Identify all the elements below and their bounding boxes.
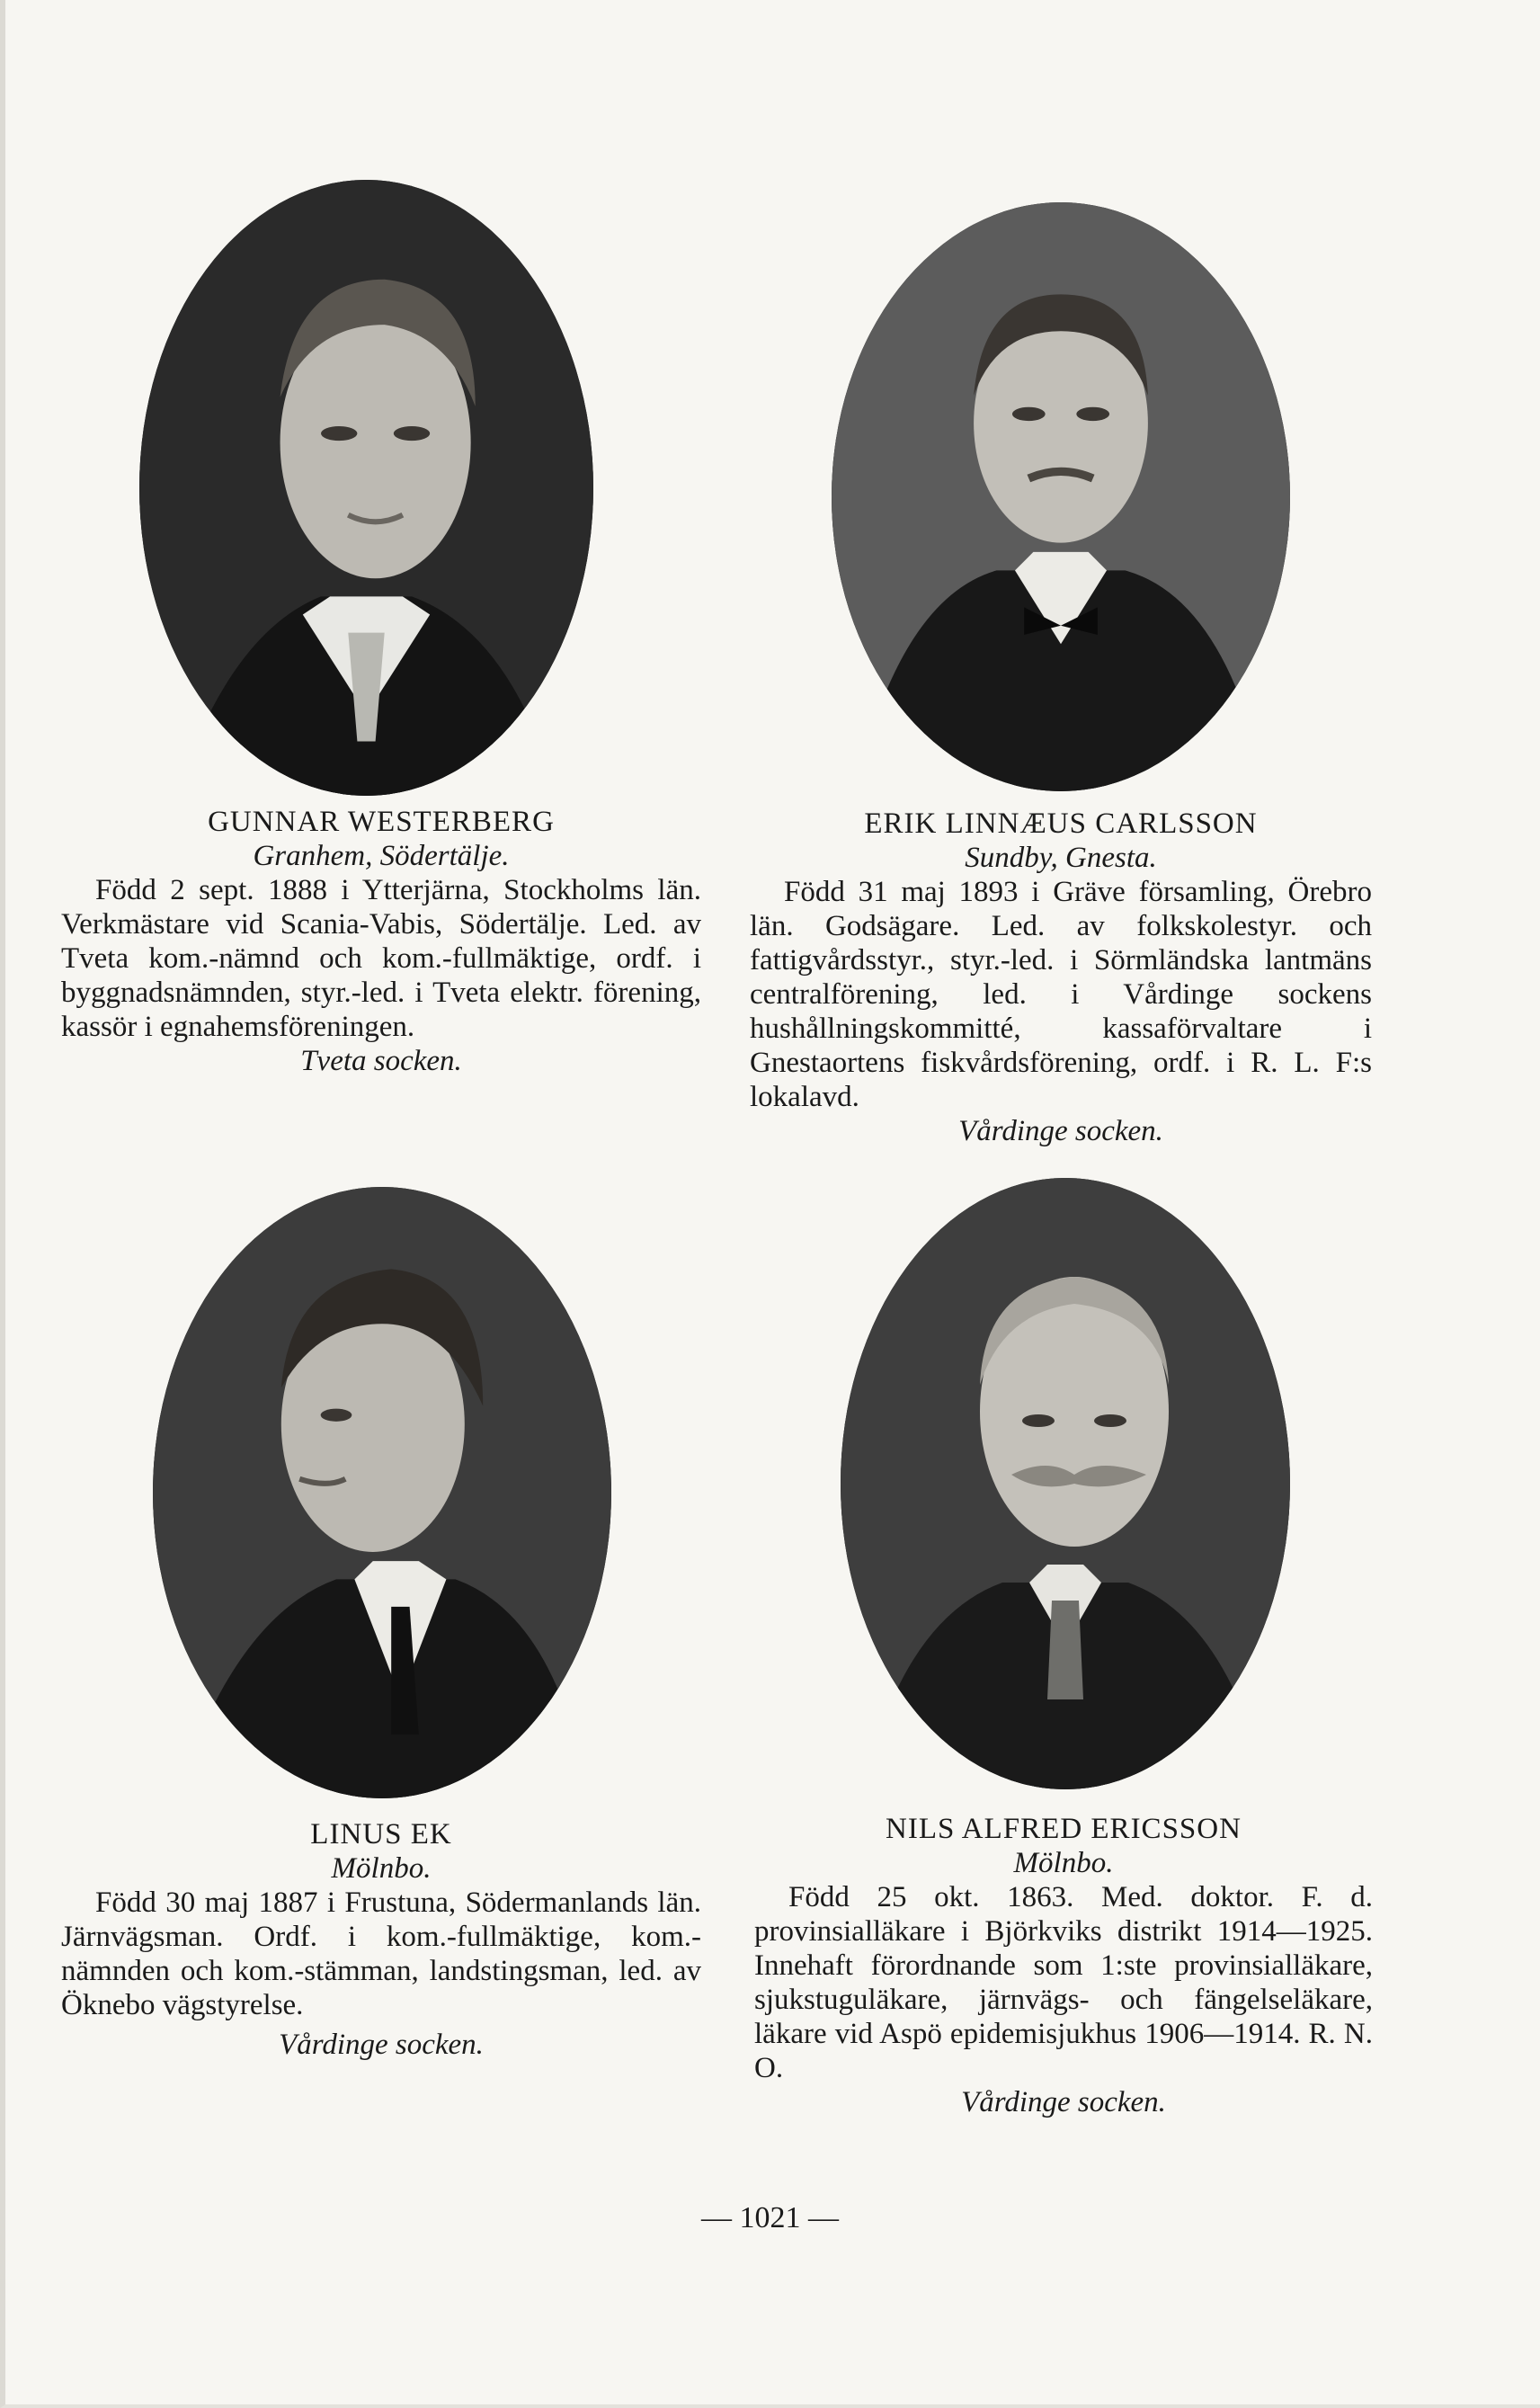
entry-gunnar-westerberg [61, 805, 701, 1078]
biography: Född 30 maj 1887 i Frustuna, Södermanlands län. Järnvägsman. Ordf. i kom.-fullmäktige, kom.-nämnden och kom.-stämman, landstingsman, led. av Öknebo vägstyrelse. [61, 1886, 701, 2021]
biography: Född 25 okt. 1863. Med. doktor. F. d. provinsialläkare i Björkviks distrikt 1914—1925. Innehaft förordnande som 1:ste provinsialläkare, sjukstuguläkare, järnvägs- och fängelseläkare, läkare vid Aspö epidemisjukhus 1906—1914. R. N. O. [754, 1881, 1373, 2084]
residence: Mölnbo. [331, 1852, 432, 1885]
residence: Mölnbo. [1013, 1847, 1114, 1879]
person-name: ERIK LINNÆUS CARLSSON [864, 807, 1258, 840]
portrait-photo-erik-linnaeus-carlsson [832, 202, 1290, 791]
portrait-photo-nils-alfred-ericsson [841, 1178, 1290, 1789]
entry-erik-linnaeus-carlsson [750, 807, 1372, 1148]
residence: Granhem, Södertälje. [253, 840, 510, 872]
entry-linus-ek [61, 1817, 701, 2062]
entry-nils-alfred-ericsson [754, 1812, 1373, 2119]
biography: Född 2 sept. 1888 i Ytterjärna, Stockholms län. Verkmästare vid Scania-Vabis, Södertälje. Led. av Tveta kom.-nämnd och kom.-fullmäktige, ordf. i byggnadsnämnden, styr.-led. i Tveta elektr. förening, kassör i egnahemsföreningen. [61, 874, 701, 1043]
portrait-photo-gunnar-westerberg [139, 180, 593, 796]
person-name: GUNNAR WESTERBERG [208, 806, 555, 838]
person-name: LINUS EK [310, 1818, 452, 1851]
residence: Sundby, Gnesta. [965, 842, 1157, 874]
page-number: — 1021 — [701, 2201, 839, 2234]
parish: Vårdinge socken. [961, 2086, 1166, 2118]
person-name: NILS ALFRED ERICSSON [886, 1813, 1242, 1845]
parish: Tveta socken. [300, 1045, 462, 1077]
biography: Född 31 maj 1893 i Gräve församling, Örebro län. Godsägare. Led. av folkskolestyr. och fattigvårdsstyr., styr.-led. i Sörmländska lantmäns centralförening, led. i Vårdinge sockens hushållningskommitté, kassaförvaltare i Gnestaortens fiskvårdsförening, ordf. i R. L. F:s lokalavd. [750, 876, 1372, 1113]
portrait-photo-linus-ek [153, 1187, 611, 1798]
parish: Vårdinge socken. [279, 2029, 484, 2061]
parish: Vårdinge socken. [958, 1115, 1163, 1147]
